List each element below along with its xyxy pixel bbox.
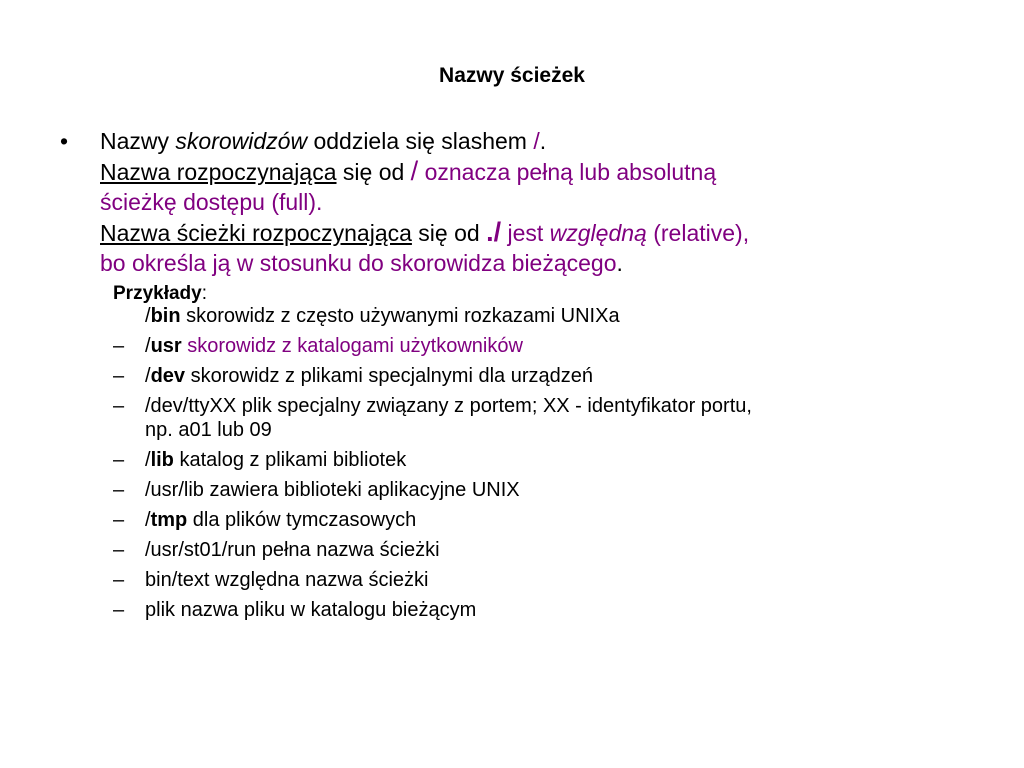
text-fragment-purple-italic: względną <box>549 220 647 246</box>
path-slash: / <box>145 335 151 357</box>
text-fragment-purple: oznacza pełną lub absolutną <box>418 159 717 185</box>
bullet-line-5 <box>100 248 980 278</box>
example-list-item <box>113 394 973 442</box>
example-list-item <box>113 478 973 502</box>
description: bin/text względna nazwa ścieżki <box>145 569 429 591</box>
example-list-item <box>113 598 973 622</box>
path-slash: / <box>145 449 151 471</box>
description: skorowidz z katalogami użytkowników <box>181 335 523 357</box>
list-dash: – <box>113 449 125 471</box>
root-slash-symbol: / <box>410 156 419 186</box>
path-slash: / <box>145 509 151 531</box>
list-dash: – <box>113 599 125 621</box>
example-text <box>145 305 620 327</box>
text-fragment: . <box>616 250 623 276</box>
list-dash: – <box>113 539 125 561</box>
example-text <box>145 449 406 471</box>
slash-symbol: / <box>533 128 540 154</box>
bullet-line-2 <box>100 156 980 187</box>
underlined-term: Nazwa rozpoczynająca <box>100 159 337 185</box>
directory-name: dev <box>150 365 186 387</box>
text-fragment-purple: ścieżkę dostępu (full). <box>100 189 323 215</box>
examples-list <box>113 304 973 628</box>
bullet-line-3 <box>100 187 980 217</box>
example-list-item <box>113 364 973 388</box>
example-text <box>145 539 440 561</box>
directory-name: lib <box>150 449 174 471</box>
examples-heading <box>113 283 207 305</box>
path-slash: / <box>145 305 151 327</box>
slide-title: Nazwy ścieżek <box>439 64 585 87</box>
example-list-item <box>113 448 973 472</box>
description: dla plików tymczasowych <box>187 509 417 531</box>
list-dash: – <box>113 479 125 501</box>
list-dash: – <box>113 509 125 531</box>
text-fragment-italic: skorowidzów <box>175 128 308 154</box>
description: katalog z plikami bibliotek <box>173 449 407 471</box>
list-dash: – <box>113 365 125 387</box>
directory-name: tmp <box>150 509 188 531</box>
example-list-item <box>113 538 973 562</box>
example-list-item <box>113 334 973 358</box>
text-fragment: się od <box>411 220 487 246</box>
text-fragment-purple: bo określa ją w stosunku do skorowidza bieżącego <box>100 250 617 276</box>
description: /usr/st01/run pełna nazwa ścieżki <box>145 539 440 561</box>
example-list-item <box>113 304 973 328</box>
directory-name: bin <box>150 305 181 327</box>
bullet-text <box>100 126 980 278</box>
description: /dev/ttyXX plik specjalny związany z portem; XX - identyfikator portu, <box>145 395 752 417</box>
list-dash: – <box>113 335 125 357</box>
list-dash: – <box>113 569 125 591</box>
example-text <box>145 395 752 441</box>
list-dash: – <box>113 395 125 417</box>
text-fragment: . <box>539 128 547 154</box>
examples-colon: : <box>201 283 208 304</box>
example-list-item <box>113 508 973 532</box>
text-fragment: się od <box>336 159 411 185</box>
example-text <box>145 365 593 387</box>
description: skorowidz z często używanymi rozkazami UNIXa <box>180 305 620 327</box>
bullet-line-4 <box>100 217 980 248</box>
text-fragment-purple: (relative), <box>646 220 750 246</box>
example-list-item <box>113 568 973 592</box>
underlined-term: Nazwa ścieżki rozpoczynająca <box>100 220 412 246</box>
text-fragment: Nazwy <box>100 128 176 154</box>
description: skorowidz z plikami specjalnymi dla urządzeń <box>185 365 593 387</box>
dot-slash-symbol: ./ <box>486 217 502 247</box>
example-text <box>145 509 416 531</box>
text-fragment-purple: jest <box>501 220 550 246</box>
example-text <box>145 335 523 357</box>
bullet-line-1 <box>100 126 980 156</box>
example-text <box>145 479 520 501</box>
text-fragment: oddziela się slashem <box>307 128 534 154</box>
directory-name: usr <box>150 335 182 357</box>
example-text <box>145 569 428 591</box>
description: plik nazwa pliku w katalogu bieżącym <box>145 599 477 621</box>
description-continued: np. a01 lub 09 <box>145 419 272 441</box>
bullet-marker: • <box>60 128 69 154</box>
examples-label: Przykłady <box>113 283 202 304</box>
path-slash: / <box>145 365 151 387</box>
example-text <box>145 599 476 621</box>
description: /usr/lib zawiera biblioteki aplikacyjne UNIX <box>145 479 520 501</box>
